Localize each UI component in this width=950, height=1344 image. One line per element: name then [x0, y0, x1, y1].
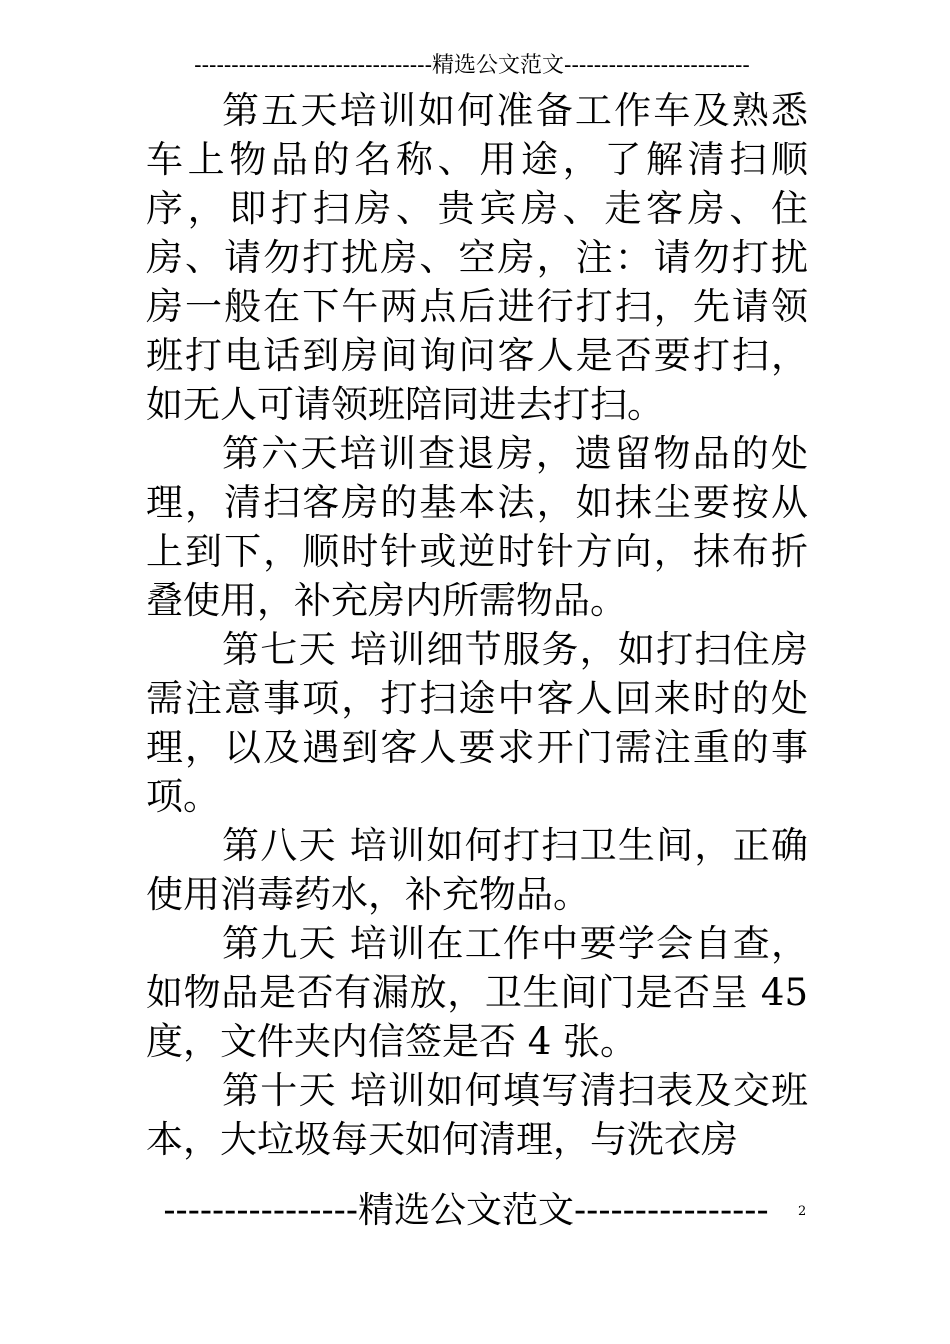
paragraph-day-5: 第五天培训如何准备工作车及熟悉车上物品的名称、用途，了解清扫顺序，即打扫房、贵宾房、走客房、住房、请勿打扰房、空房，注：请勿打扰房一般在下午两点后进行打扫，先请领班打电话到房间询问客人是否要打扫，如无人可请领班陪同进去打扫。: [146, 89, 808, 426]
paragraph-day-6: 第六天培训查退房，遗留物品的处理，清扫客房的基本法，如抹尘要按从上到下，顺时针或逆时针方向，抹布折叠使用，补充房内所需物品。: [146, 432, 808, 622]
document-body: [146, 86, 808, 1164]
paragraph-day-8: 第八天 培训如何打扫卫生间，正确使用消毒药水，补充物品。: [146, 824, 808, 916]
paragraph-day-9: 第九天 培训在工作中要学会自查，如物品是否有漏放，卫生间门是否呈 45 度，文件夹内信签是否 4 张。: [146, 922, 808, 1063]
page-footer: ----------------精选公文范文----------------: [163, 1190, 769, 1231]
page-number: 2: [798, 1204, 807, 1219]
paragraph-day-7: 第七天 培训细节服务，如打扫住房需注意事项，打扫途中客人回来时的处理，以及遇到客人要求开门需注重的事项。: [146, 628, 808, 818]
paragraph-day-10: 第十天 培训如何填写清扫表及交班本，大垃圾每天如何清理，与洗衣房: [146, 1069, 808, 1161]
page-header: --------------------------------精选公文范文-------------------------: [194, 53, 750, 78]
